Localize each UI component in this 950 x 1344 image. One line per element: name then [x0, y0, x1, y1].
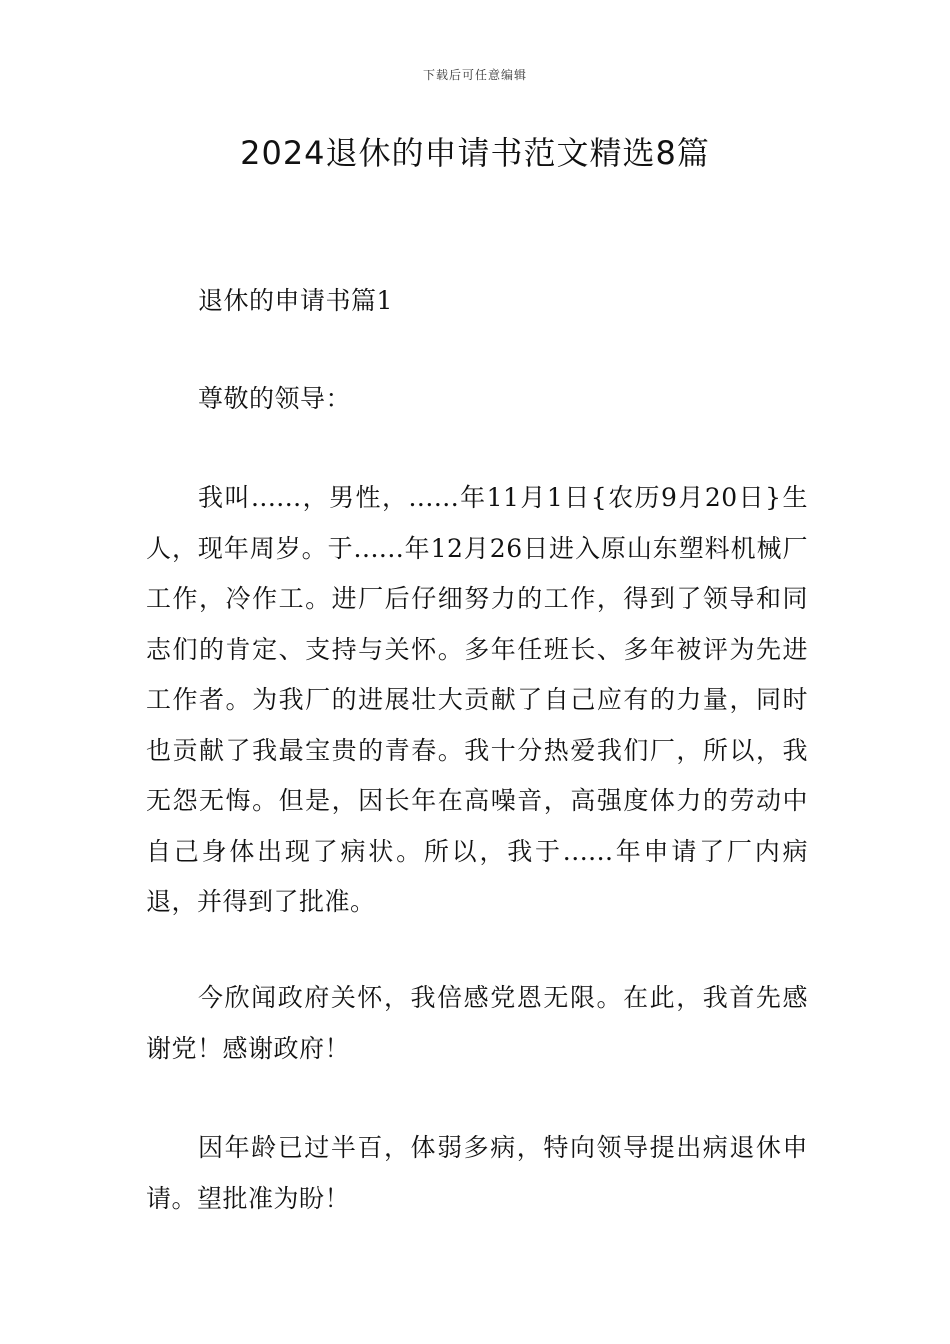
- document-title: 2024退休的申请书范文精选8篇: [240, 134, 710, 172]
- body-paragraph-2: 今欣闻政府关怀，我倍感党恩无限。在此，我首先感谢党！感谢政府！: [146, 983, 808, 1063]
- body-paragraph-1: 我叫......，男性，......年11月1日{农历9月20日}生人，现年周岁。于......年12月26日进入原山东塑料机械厂工作，冷作工。进厂后仔细努力的工作，得到了领导和同志们的肯定、支持与关怀。多年任班长、多年被评为先进工作者。为我厂的进展壮大贡献了自己应有的力量，同时也贡献了我最宝贵的青春。我十分热爱我们厂，所以，我无怨无悔。但是，因长年在高噪音，高强度体力的劳动中自己身体出现了病状。所以，我于......年申请了厂内病退，并得到了批准。: [146, 483, 808, 916]
- section-heading: 退休的申请书篇1: [198, 286, 393, 315]
- salutation: 尊敬的领导：: [198, 384, 352, 413]
- body-paragraph-3: 因年龄已过半百，体弱多病，特向领导提出病退休申请。望批准为盼！: [146, 1133, 808, 1213]
- header-note: 下载后可任意编辑: [422, 68, 527, 82]
